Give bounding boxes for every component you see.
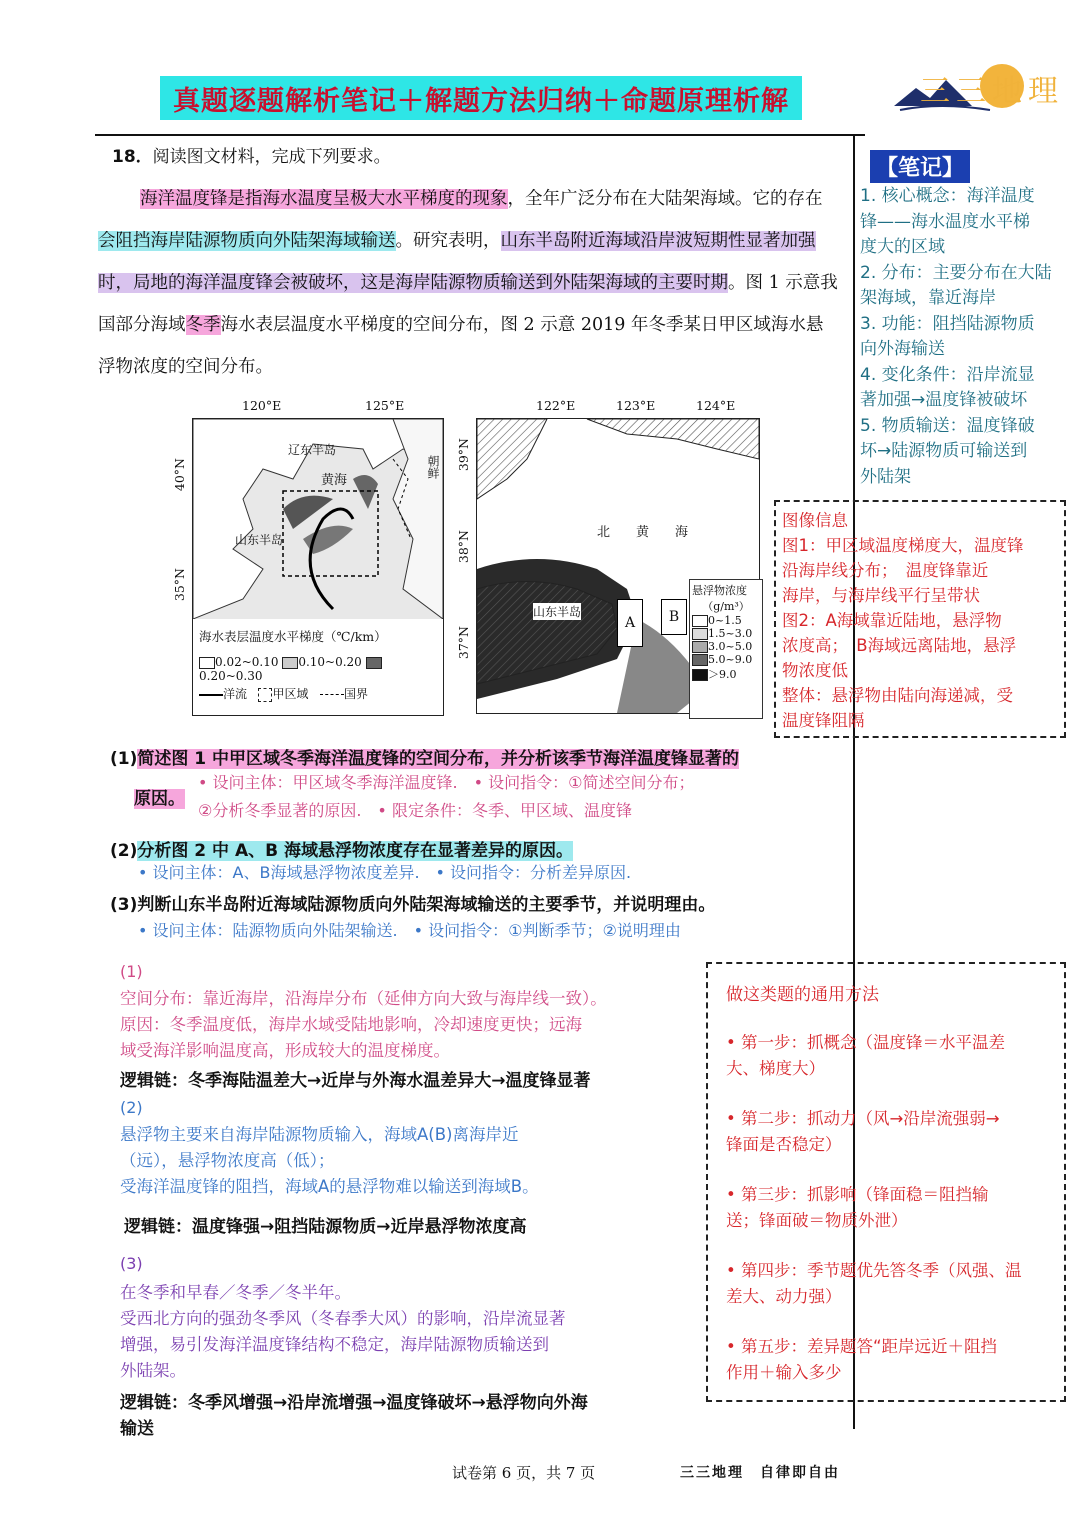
image-info-line-6: 浓度高； B海域远离陆地，悬浮 [782,636,1017,655]
question-paragraph [98,178,838,388]
map2-legend-item-1: 0~1.5 [708,614,742,627]
map1-legend-area: 甲区域 [272,687,309,701]
image-info-line-7: 物浓度低 [782,661,848,680]
method-title: 做这类题的通用方法 [726,985,879,1005]
map2-legend-item-5: ＞9.0 [708,668,737,681]
map1-tick-120e: 120°E [242,398,282,413]
notes-line-11: 坏→陆源物质可输送到 [860,441,1028,461]
paragraph-run-3: 会阻挡海岸陆源物质向外陆架海域输送 [98,231,396,251]
notes-line-1: 1. 核心概念：海洋温度 [860,186,1035,206]
notes-line-2: 锋——海水温度水平梯 [860,211,1030,232]
method-step-4-line-1: • 第四步：季节题优先答冬季（风强、温 [726,1261,1022,1280]
subquestion-3-num: (3) [110,895,138,915]
image-info-line-9: 温度锋阻隔 [782,711,865,730]
subquestion-3-note-1: • 设问主体：陆源物质向外陆架输送. • 设问指令：①判断季节；②说明理由 [138,921,681,940]
notes-line-4: 2. 分布：主要分布在大陆 [860,262,1052,283]
answer-3-line-4: 外陆架。 [120,1361,186,1380]
footer-brand: 三三地理 自律即自由 [680,1465,840,1481]
image-info-line-8: 整体：悬浮物由陆向海递减，受 [782,686,1013,705]
map1-legend-row-2 [199,685,368,702]
method-step-2-line-2: 锋面是否稳定） [726,1135,842,1154]
answer-2-chain: 逻辑链：温度锋强→阻挡陆源物质→近岸悬浮物浓度高 [124,1217,527,1237]
question-title: 阅读图文材料，完成下列要求。 [152,147,391,167]
footer-page: 试卷第 6 页，共 7 页 [452,1464,596,1482]
subquestion-1-text-b: 原因。 [134,789,185,809]
map2-legend-item-2: 1.5~3.0 [708,627,753,640]
map1-label-huanghai: 黄海 [321,473,348,488]
notes-line-10: 5. 物质输送：温度锋破 [860,415,1035,436]
map1-legend-current: 洋流 [223,687,248,701]
paragraph-run-8: 海水表层温度水平梯度的空间分布，图 2 示意 2019 年冬季某日甲区域海水悬浮物浓度的空间分布。 [98,315,824,377]
map2-legend-row-5 [692,666,760,682]
paragraph-run-4: 。研究表明， [395,231,501,251]
notes-line-12: 外陆架 [860,466,911,487]
method-step-3-line-2: 送；锋面破＝物质外泄） [726,1211,908,1230]
map1-label-chaoxian: 朝鲜 [426,455,440,479]
map2-legend-row-3 [692,640,760,653]
paragraph-run-6: 。图 1 示意我国部分海域 [98,273,838,335]
paragraph-run-2: ，全年广泛分布在大陆架海域。它的存在 [507,189,823,209]
subquestion-1-note-2: ②分析冬季显著的原因. • 限定条件：冬季、甲区域、温度锋 [198,801,632,820]
notes-line-6: 3. 功能：阻挡陆源物质 [860,313,1035,334]
legend-swatch-3 [366,657,382,669]
question-number: 18． [112,147,153,167]
method-step-4-line-2: 差大、动力强） [726,1287,842,1306]
header-banner: 真题逐题解析笔记＋解题方法归纳＋命题原理析解 [160,76,802,120]
question-header [112,142,391,167]
map2-box-b: B [661,599,687,635]
subquestion-1-note-1: • 设问主体：甲区域冬季海洋温度锋. • 设问指令：①简述空间分布； [198,773,695,792]
map2-legend-row-2 [692,627,760,640]
method-step-1-line-2: 大、梯度大） [726,1059,825,1078]
answer-2-line-3: 受海洋温度锋的阻挡，海域A的悬浮物难以输送到海域B。 [120,1177,539,1196]
legend-swatch-1 [199,657,215,669]
subquestion-1-cont [134,784,185,809]
notes-line-3: 度大的区域 [860,237,945,257]
subquestion-2-num: (2) [110,841,138,861]
notes-line-5: 架海域，靠近海岸 [860,288,996,308]
answer-1-label: (1) [120,962,143,981]
image-info-line-3: 沿海岸线分布； 温度锋靠近 [782,561,989,580]
answer-1-body [120,986,607,1064]
notes-title: 【笔记】 [870,150,970,183]
method-step-2-line-1: • 第二步：抓动力（风→沿岸流强弱→ [726,1109,1000,1128]
map2-legend-title: 悬浮物浓度 [692,584,747,597]
method-steps [726,1030,1046,1410]
method-step-1 [726,1030,1046,1082]
answer-3-body [120,1280,566,1384]
paragraph-run-1: 海洋温度锋是指海水温度呈极大水平梯度的现象 [140,189,508,209]
method-step-3 [726,1182,1046,1234]
legend-swatch [692,641,708,653]
answer-3-chain-line-1: 逻辑链：冬季风增强→沿岸流增强→温度锋破坏→悬浮物向外海 [120,1393,588,1413]
notes-line-7: 向外海输送 [860,339,945,359]
paragraph-run-7: 冬季 [185,315,221,335]
answer-1-line-1: 空间分布：靠近海岸，沿海岸分布（延伸方向大致与海岸线一致）。 [120,989,607,1008]
method-step-5 [726,1334,1046,1386]
subquestion-3 [110,890,715,915]
current-line-icon [199,694,223,696]
map2-legend-row-1 [692,614,760,627]
answer-3-line-1: 在冬季和早春／冬季／冬半年。 [120,1283,351,1302]
notes-line-8: 4. 变化条件：沿岸流显 [860,364,1035,385]
answer-3-chain-line-2: 输送 [120,1419,154,1439]
map1-legend-item-2: 0.10~0.20 [298,655,362,669]
image-info-line-4: 海岸，与海岸线平行呈带状 [782,586,980,605]
legend-swatch [692,615,708,627]
map2-legend-item-4: 5.0~9.0 [708,653,753,666]
subquestion-3-text: 判断山东半岛附近海域陆源物质向外陆架海域输送的主要季节，并说明理由。 [137,895,716,915]
map1-tick-35n: 35°N [172,568,187,602]
map2-peninsula-label: 山东半岛 [533,605,582,619]
notes-line-9: 著加强→温度锋被破坏 [860,390,1028,410]
answer-3-line-2: 受西北方向的强劲冬季风（冬春季大风）的影响，沿岸流显著 [120,1309,566,1328]
answer-2-label: (2) [120,1098,143,1117]
image-info-line-1: 图像信息 [782,511,848,530]
method-step-5-line-2: 作用＋输入多少 [726,1363,842,1382]
method-step-1-line-1: • 第一步：抓概念（温度锋＝水平温差 [726,1033,1005,1052]
method-step-4 [726,1258,1046,1310]
map2-tick-37n: 37°N [456,626,471,660]
map1-legend-item-3: 0.20~0.30 [199,669,263,683]
map1-label-shandong: 山东半岛 [235,533,284,547]
top-rule [95,134,865,136]
map1-legend-item-1: 0.02~0.10 [215,655,279,669]
legend-swatch [692,628,708,640]
map2-legend [689,579,763,719]
map2-tick-123e: 123°E [616,398,656,413]
answer-3-chain [120,1390,588,1442]
map1-legend-row [199,655,443,683]
map1-legend-border: 国界 [343,687,368,701]
image-info-line-2: 图1：甲区域温度梯度大，温度锋 [782,536,1024,555]
answer-2-line-2: （远），悬浮物浓度高（低）； [120,1151,335,1170]
map2-box-a: A [617,599,643,647]
map-figure-2 [456,398,762,716]
notes-panel [860,184,1072,490]
answer-1-chain: 逻辑链：冬季海陆温差大→近岸与外海水温差异大→温度锋显著 [120,1071,591,1091]
answer-1-line-2: 原因：冬季温度低，海岸水域受陆地影响，冷却速度更快；远海 [120,1015,582,1034]
answer-2-line-1: 悬浮物主要来自海岸陆源物质输入，海域A(B)离海岸近 [120,1125,519,1144]
map2-legend-unit: （g/m³） [702,600,750,613]
subquestion-1-text: 简述图 1 中甲区域冬季海洋温度锋的空间分布，并分析该季节海洋温度锋显著的 [137,749,740,769]
map2-sea-label: 北 黄 海 [597,525,689,540]
image-info-text [782,508,1062,733]
legend-swatch [692,654,708,666]
map1-label-liaodong: 辽东半岛 [288,443,337,457]
map2-tick-39n: 39°N [456,438,471,472]
map2-tick-122e: 122°E [536,398,576,413]
map1-legend-title: 海水表层温度水平梯度（℃/km） [199,629,387,644]
legend-swatch [692,669,708,681]
map2-legend-item-3: 3.0~5.0 [708,640,753,653]
legend-swatch-2 [282,657,298,669]
answer-2-body [120,1122,539,1200]
answer-1-line-3: 域受海洋影响温度高，形成较大的温度梯度。 [120,1041,450,1060]
subquestion-1-num: (1) [110,749,138,769]
map-figure-1 [172,398,446,716]
image-info-line-5: 图2：A海域靠近陆地，悬浮物 [782,611,1002,630]
map2-legend-row-4 [692,653,760,666]
method-step-5-line-1: • 第五步：差异题答“距岸远近＋阻挡 [726,1337,998,1356]
subquestion-2 [110,836,573,861]
map2-tick-38n: 38°N [456,530,471,564]
map1-tick-125e: 125°E [365,398,405,413]
area-dashed-icon [258,688,272,702]
subquestion-2-text: 分析图 2 中 A、B 海域悬浮物浓度存在显著差异的原因。 [137,841,573,861]
map1-tick-40n: 40°N [172,458,187,492]
answer-3-label: (3) [120,1254,143,1273]
answer-3-line-3: 增强，易引发海洋温度锋结构不稳定，海岸陆源物质输送到 [120,1335,549,1354]
subquestion-2-note-1: • 设问主体：A、B海域悬浮物浓度差异. • 设问指令：分析差异原因. [138,863,632,882]
method-step-2 [726,1106,1046,1158]
paragraph-run-5: 山东半岛附近海域沿岸波短期性显著加强时，局地的海洋温度锋会被破坏，这是海岸陆源物质输送到外陆架海域的主要时期 [98,231,816,293]
logo-text: 三三地理 [920,74,1064,109]
border-line-icon [320,694,344,695]
map2-tick-124e: 124°E [696,398,736,413]
method-step-3-line-1: • 第三步：抓影响（锋面稳＝阻挡输 [726,1185,989,1204]
subquestion-1 [110,744,739,769]
